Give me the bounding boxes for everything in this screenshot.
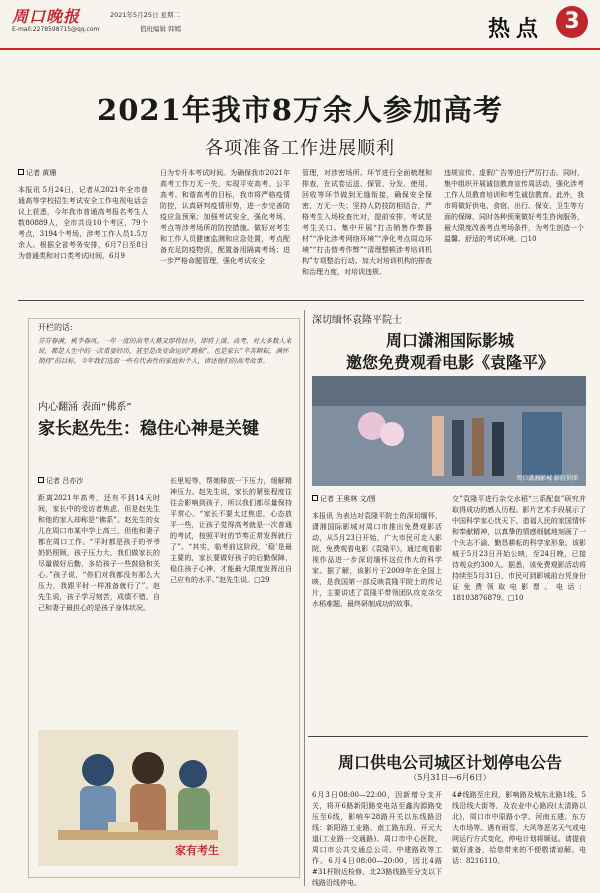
feature-intro: 芬芬春满，桃李春风。一年一度的高考大幕又即将拉开，即将上演。高考，对大多数人来说，都是人生中的一次重要经历，甚至是改变命运的“跳板”。也是家长“辛苦耕耘，满怀期待”的目标。今年我们选取一些有代表性的家庭和个人，讲述他们的高考故事。	[38, 337, 292, 365]
cinema-photo	[312, 376, 586, 486]
outage-col-2: 4#线路至庄段，影响路及城东北路1线、5线沿线大街等，及农业中心路段(太清路以北)，周口市中原路小学、河南五建、东方大市场等。遇有雨雪、大风等恶劣天气或电网运行方式变化，停电计划将顺延。请提前做好准备，给您带来的不便敬请谅解。电话：8216110。	[452, 791, 586, 865]
movie-col-2: 交”袁隆平进行杂交水稻“三系配套”研究并取得成功的感人历程。影片艺术手段展示了中国科学家心忧天下、造福人民的家国情怀和奉献精神，以真挚的情感细腻地刻画了一个矢志不渝、勤恳耕耘的科学家形象。该影城于5月23日开始公映，至24日晚，已接待观众约300人。据悉，该免费观影活动将持续至5月31日，市民可到影城前台凭身份证免费领取电影票。电话：18103876879。□10	[452, 495, 586, 602]
main-col-1	[18, 168, 148, 262]
square-icon	[312, 495, 318, 501]
page-number-badge: 3	[556, 6, 588, 38]
outage-subhead: （5月31日—6月6日）	[409, 773, 491, 782]
feature-headline: 家长赵先生：稳住心神是关键	[38, 419, 259, 439]
feature-col-1-text: 距离2021年高考，还有不到14天时间，家长中的受访者焦虑，但是赵先生和他的家人却称是“佛系”。赵先生的女儿在周口市某中学上高三，但他和妻子都在周口工作。“平时都是孩子的爷爷奶奶照顾，孩子压力大，我们做家长的尽量做好后勤，多给孩子一些鼓励和关心。”孩子说，“你们对我都没有那么大压力，我跟平时一样准备就行了”。赵先生说，孩子学习刻苦，成绩不错，自己和妻子最担心的是孩子身体状况。	[38, 494, 160, 612]
main-headline: 2021年我市8万余人参加高考	[97, 93, 503, 127]
outage-headline: 周口供电公司城区计划停电公告	[337, 753, 562, 772]
movie-byline: 记者 王奥林 文/图	[312, 494, 442, 505]
divider-line	[308, 736, 588, 737]
feature-col-1	[38, 476, 160, 614]
main-col-1-text: 本报讯 5月24日，记者从2021年全市普通高等学校招生考试安全工作电视电话会议上获悉，今年我市普通高考报名考生人数80889人，全市共设10个考区，79个考点，3194个考场，涉考工作人员1.5万余人。根据全省考务安排，6月7日至8日为普通类和对口类考试时间，6月9	[18, 186, 148, 260]
main-byline: 记者 黄珊	[18, 168, 148, 179]
movie-headline-line2: 邀您免费观看电影《袁隆平》	[345, 353, 554, 372]
outage-col-1: 6月3日08:00—22:00，因新增分支开关，将开6路新阳路变电站至鑫沟源路变压至6线，影响车28路开关以东线路沿线：新阳路工业路、南工路东段、开元大道(工业路一交通路)、周口市中心医院，周口市公共交通总公司、中建路政等工作。6月4日08:00—20:00，因北4路#31杆附近检修，北23路线路至分支以下线路沿线停电。	[312, 791, 442, 886]
divider-line	[18, 300, 584, 301]
email-address: E-mail:2278598715@qq.com	[12, 26, 100, 33]
section-title: 热点	[488, 16, 545, 42]
main-col-2: 日为专升本考试时间。为确保我市2021年高考工作万无一失，实现平安高考、公平高考、和谐高考的目标，我市将严格疫情防控，认真研判疫情形势，进一步完善防疫应急预案；加强考试安全，强化考场、考点等涉考场所的防控措施。做好对考生和工作人员健康监测和应急处置，考点配备充足防疫物资，配置备用隔离考场；进一步严格命题管理，强化考试安全	[160, 169, 290, 265]
main-col-3: 管理，对涉密场所、环节进行全面梳理和排查，在试卷运送、保管、分发、使用、回收等环节做到无缝衔接，确保安全保密，万无一失；坚持人防技防相结合，严格考生入场检查比对，提前安排，考试是考生关口。集中开展“打击销售作弊器材”“净化涉考网络环境”“净化考点周边环境”“打击替考作弊”“清理整顿涉考培训机构”专项整治行动。加大对培训机构的排查和治理力度，对培训违规、	[302, 169, 432, 276]
movie-kicker: 深切缅怀袁隆平院士	[312, 315, 402, 326]
students-illustration	[38, 730, 238, 866]
square-icon	[38, 477, 44, 483]
photo-caption: 周口潇湘影城 影院供图	[516, 475, 578, 482]
feature-col-2: 长里短等，帮她释放一下压力，缓解精神压力。赵先生说，家长的紧张程度往往会影响到孩子，所以我们都尽量保持平常心。“家长不要太过焦虑，心态放平一些，让孩子觉得高考就是一次普通的考试，按照平时的节奏正常发挥就行了”。“其实，临考前这阶段，‘稳’是最主要的，家长要做好孩子的后勤保障，稳住孩子心神，才能最大限度发挥出自己应有的水平。”赵先生说。□29	[170, 477, 292, 584]
main-col-4: 违规宣传、虚假广告等进行严厉打击。同时，集中组织开展诚信教育宣传周活动，强化涉考工作人员教育培训和考生诚信教育。此外，我市将做好供电、食宿、出行、保安、卫生等方面的保障，同时各种预案做好考生咨询服务，最大限度改善考点考场条件，为考生创造一个温馨、舒适的考试环境。□10	[444, 169, 584, 243]
feature-kicker: 内心翻涌 表面“佛系”	[38, 402, 132, 413]
editor-line: 值班编辑 韩嫣	[140, 25, 182, 33]
movie-col-1	[312, 494, 442, 610]
movie-headline-line1: 周口潇湘国际影城	[385, 331, 514, 350]
issue-date: 2021年5月25日 星期二	[110, 11, 181, 19]
movie-col-1-text: 本报讯 为表达对袁隆平院士的深切缅怀，潇湘国际影城对周口市推出免费观影活动，从5月23日开始，广大市民可走入影院，免费观看电影《袁隆平》，通过观看影视作品进一步深切缅怀这位伟大的科学家。据了解，该影片于2009年在全国上映，是我国第一部反映袁隆平院士的传记片，主要讲述了袁隆平带领团队攻克杂交水稻难题、最终研制成功的故事。	[312, 512, 442, 608]
feature-box-heading: 开栏的话:	[38, 323, 73, 332]
cinema-scene-icon	[312, 376, 586, 486]
newspaper-logo: 周口晚报	[12, 7, 81, 26]
illustration-label: 家有考生	[175, 844, 219, 857]
main-subhead: 各项准备工作进展顺利	[205, 138, 395, 159]
column-rule	[304, 310, 305, 886]
masthead	[0, 0, 600, 50]
square-icon	[18, 169, 24, 175]
feature-byline: 记者 吕亦沙	[38, 476, 160, 487]
